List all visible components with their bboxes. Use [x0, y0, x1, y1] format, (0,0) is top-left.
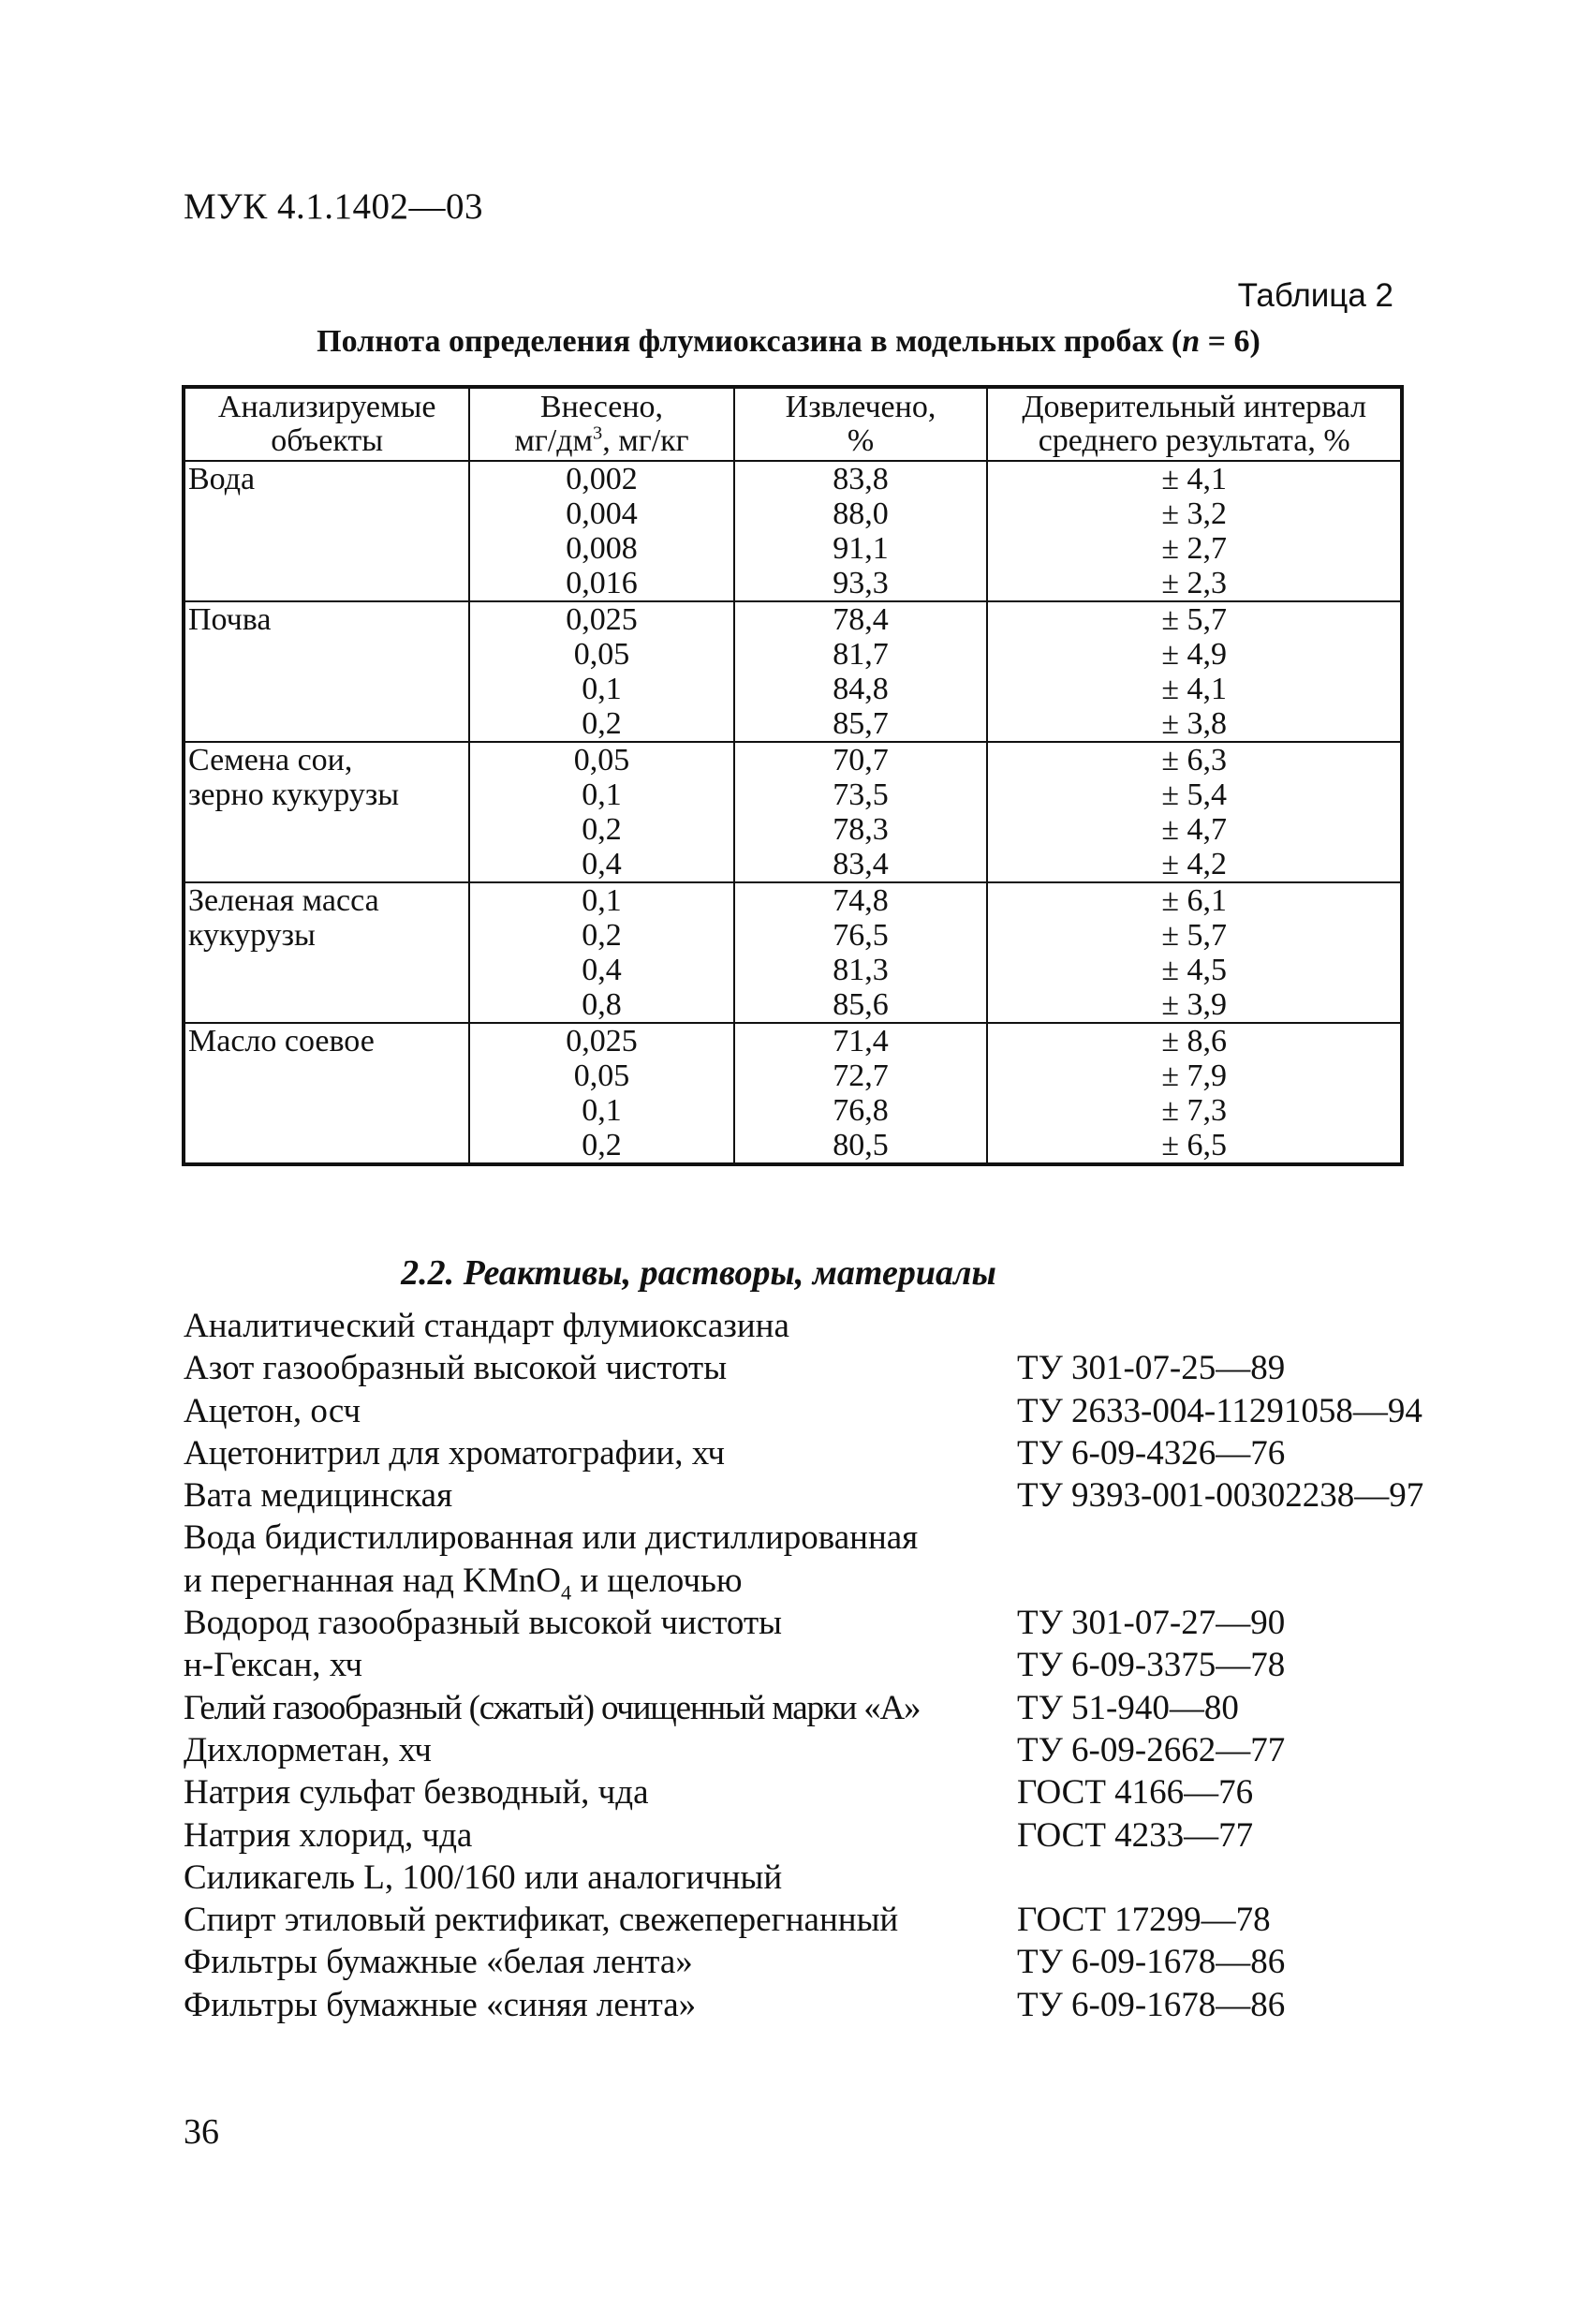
reagent-name: Натрия сульфат безводный, чда — [184, 1773, 649, 1813]
reagent-name-subscript: 4 — [561, 1580, 572, 1605]
header-added-line1: Внесено, — [539, 390, 664, 424]
table-header-row — [184, 387, 1402, 461]
table-title-n: n — [1182, 324, 1201, 359]
table-title — [184, 324, 1393, 360]
recovered-value: 71,4 — [833, 1024, 889, 1058]
added-value: 0,05 — [573, 1058, 630, 1093]
recovered-value: 80,5 — [833, 1128, 889, 1162]
ci-value: ± 2,7 — [1161, 531, 1228, 566]
ci-value: ± 4,2 — [1161, 847, 1228, 881]
reagent-spec: ТУ 51-940—80 — [1017, 1688, 1239, 1727]
recovered-cell — [734, 1023, 988, 1164]
recovered-value: 78,4 — [833, 602, 889, 637]
added-value: 0,016 — [566, 566, 638, 600]
recovered-value: 83,8 — [833, 462, 889, 496]
added-value: 0,2 — [582, 812, 622, 847]
page-number: 36 — [184, 2112, 219, 2152]
reagent-name: Фильтры бумажные «синяя лента» — [184, 1985, 697, 2024]
recovered-value: 91,1 — [833, 531, 889, 566]
added-value: 0,008 — [566, 531, 638, 566]
ci-value: ± 4,7 — [1161, 812, 1228, 847]
reagent-name: Натрия хлорид, чда — [184, 1815, 473, 1855]
ci-value: ± 4,1 — [1161, 672, 1228, 706]
header-added — [469, 387, 733, 461]
recovered-value: 88,0 — [833, 496, 889, 531]
reagent-spec: ТУ 9393-001-00302238—97 — [1017, 1476, 1424, 1516]
ci-cell — [987, 601, 1402, 742]
header-recovered-line2: % — [847, 423, 875, 458]
reagent-spec: ГОСТ 4166—76 — [1017, 1773, 1254, 1813]
reagent-spec: ТУ 301-07-25—89 — [1017, 1349, 1286, 1388]
header-object-line1: Анализируемые — [217, 390, 436, 424]
ci-cell — [987, 1023, 1402, 1164]
object-cell — [184, 742, 469, 882]
ci-value: ± 4,9 — [1161, 637, 1228, 672]
ci-value: ± 3,9 — [1161, 987, 1228, 1022]
ci-value: ± 4,5 — [1161, 953, 1228, 987]
table-label: Таблица 2 — [1237, 277, 1393, 314]
reagent-spec: ТУ 6-09-4326—76 — [1017, 1433, 1286, 1473]
added-value: 0,1 — [582, 1093, 622, 1128]
object-name: Почва — [188, 602, 272, 637]
recovered-cell — [734, 461, 988, 601]
object-name: Зеленая масса — [188, 883, 379, 918]
reagent-spec: ТУ 6-09-2662—77 — [1017, 1730, 1286, 1769]
recovered-value: 85,7 — [833, 706, 889, 741]
reagent-name: Дихлорметан, хч — [184, 1730, 432, 1769]
added-cell — [469, 742, 733, 882]
added-cell — [469, 461, 733, 601]
recovered-cell — [734, 601, 988, 742]
recovered-value: 85,6 — [833, 987, 889, 1022]
reagent-name: Водород газообразный высокой чистоты — [184, 1604, 782, 1643]
recovered-value: 70,7 — [833, 743, 889, 777]
ci-value: ± 6,1 — [1161, 883, 1228, 918]
ci-cell — [987, 882, 1402, 1023]
recovered-cell — [734, 882, 988, 1023]
ci-value: ± 5,7 — [1161, 602, 1228, 637]
reagent-spec: ГОСТ 17299—78 — [1017, 1901, 1271, 1940]
added-cell — [469, 601, 733, 742]
object-cell — [184, 601, 469, 742]
object-cell — [184, 461, 469, 601]
table-row — [184, 461, 1402, 601]
added-cell — [469, 882, 733, 1023]
added-value: 0,05 — [573, 637, 630, 672]
object-cell — [184, 882, 469, 1023]
section-title: 2.2. Реактивы, растворы, материалы — [401, 1253, 996, 1293]
reagent-name: Фильтры бумажные «белая лента» — [184, 1943, 693, 1982]
reagent-name: Ацетонитрил для хроматографии, хч — [184, 1433, 725, 1473]
recovered-value: 76,8 — [833, 1093, 889, 1128]
recovered-value: 81,7 — [833, 637, 889, 672]
table-title-text: Полнота определения флумиоксазина в модельных пробах ( — [317, 324, 1183, 359]
ci-value: ± 8,6 — [1161, 1024, 1228, 1058]
recovered-value: 78,3 — [833, 812, 889, 847]
ci-value: ± 7,9 — [1161, 1058, 1228, 1093]
table-row — [184, 882, 1402, 1023]
object-name: Семена сои, — [188, 743, 353, 777]
ci-value: ± 6,3 — [1161, 743, 1228, 777]
added-value: 0,1 — [582, 672, 622, 706]
added-value: 0,4 — [582, 953, 622, 987]
recovered-value: 81,3 — [833, 953, 889, 987]
reagent-name: Силикагель L, 100/160 или аналогичный — [184, 1858, 783, 1897]
header-added-sup: 3 — [593, 422, 603, 444]
recovered-value: 83,4 — [833, 847, 889, 881]
added-cell — [469, 1023, 733, 1164]
recovered-value: 74,8 — [833, 883, 889, 918]
ci-value: ± 3,8 — [1161, 706, 1228, 741]
ci-value: ± 2,3 — [1161, 566, 1228, 600]
reagent-name — [184, 1560, 743, 1605]
added-value: 0,025 — [566, 1024, 638, 1058]
added-value: 0,004 — [566, 496, 638, 531]
reagent-name: Вата медицинская — [184, 1476, 453, 1516]
ci-cell — [987, 742, 1402, 882]
added-value: 0,025 — [566, 602, 638, 637]
table-title-end: = 6) — [1200, 324, 1260, 359]
added-value: 0,2 — [582, 1128, 622, 1162]
added-value: 0,4 — [582, 847, 622, 881]
table-row — [184, 1023, 1402, 1164]
header-object-line2: объекты — [271, 423, 384, 458]
header-recovered — [734, 387, 988, 461]
reagent-name: Гелий газообразный (сжатый) очищенный марки «А» — [184, 1688, 921, 1727]
added-value: 0,2 — [582, 918, 622, 953]
object-name: Вода — [188, 462, 256, 496]
reagent-spec: ГОСТ 4233—77 — [1017, 1815, 1254, 1855]
added-value: 0,8 — [582, 987, 622, 1022]
recovery-table — [182, 385, 1404, 1166]
added-value: 0,05 — [573, 743, 630, 777]
recovered-value: 76,5 — [833, 918, 889, 953]
reagent-spec: ТУ 2633-004-11291058—94 — [1017, 1391, 1422, 1430]
ci-value: ± 3,2 — [1161, 496, 1228, 531]
ci-value: ± 6,5 — [1161, 1128, 1228, 1162]
document-code: МУК 4.1.1402—03 — [184, 186, 484, 227]
reagent-spec: ТУ 301-07-27—90 — [1017, 1604, 1286, 1643]
reagent-name: Вода бидистиллированная или дистиллированная — [184, 1518, 919, 1558]
reagent-name: н-Гексан, хч — [184, 1646, 363, 1685]
ci-cell — [987, 461, 1402, 601]
reagent-name: Ацетон, осч — [184, 1391, 361, 1430]
added-value: 0,1 — [582, 883, 622, 918]
reagent-spec: ТУ 6-09-1678—86 — [1017, 1985, 1286, 2024]
reagent-name: Спирт этиловый ректификат, свежеперегнанный — [184, 1901, 899, 1940]
added-value: 0,1 — [582, 777, 622, 812]
recovered-cell — [734, 742, 988, 882]
header-added-unit2: , мг/кг — [602, 423, 689, 458]
header-object — [184, 387, 469, 461]
ci-value: ± 4,1 — [1161, 462, 1228, 496]
object-name-cont: кукурузы — [188, 918, 316, 953]
added-value: 0,002 — [566, 462, 638, 496]
object-name: Масло соевое — [188, 1024, 375, 1058]
header-ci-line2: среднего результата, % — [1038, 423, 1350, 458]
header-ci — [987, 387, 1402, 461]
header-added-line2 — [474, 424, 729, 458]
object-cell — [184, 1023, 469, 1164]
ci-value: ± 5,4 — [1161, 777, 1228, 812]
recovered-value: 84,8 — [833, 672, 889, 706]
table-row — [184, 742, 1402, 882]
header-ci-line1: Доверительный интервал — [1022, 390, 1367, 424]
added-value: 0,2 — [582, 706, 622, 741]
object-name-cont: зерно кукурузы — [188, 777, 400, 812]
header-recovered-line1: Извлечено, — [785, 390, 936, 424]
ci-value: ± 7,3 — [1161, 1093, 1228, 1128]
reagent-spec: ТУ 6-09-3375—78 — [1017, 1646, 1286, 1685]
reagent-spec: ТУ 6-09-1678—86 — [1017, 1943, 1286, 1982]
recovered-value: 93,3 — [833, 566, 889, 600]
reagent-name-part: и щелочью — [571, 1561, 743, 1600]
reagent-name: Азот газообразный высокой чистоты — [184, 1349, 728, 1388]
ci-value: ± 5,7 — [1161, 918, 1228, 953]
header-added-unit: мг/дм — [514, 423, 594, 458]
reagent-name: Аналитический стандарт флумиоксазина — [184, 1307, 789, 1345]
recovered-value: 73,5 — [833, 777, 889, 812]
recovered-value: 72,7 — [833, 1058, 889, 1093]
table-row — [184, 601, 1402, 742]
reagent-name-part: и перегнанная над KMnO — [184, 1561, 562, 1600]
